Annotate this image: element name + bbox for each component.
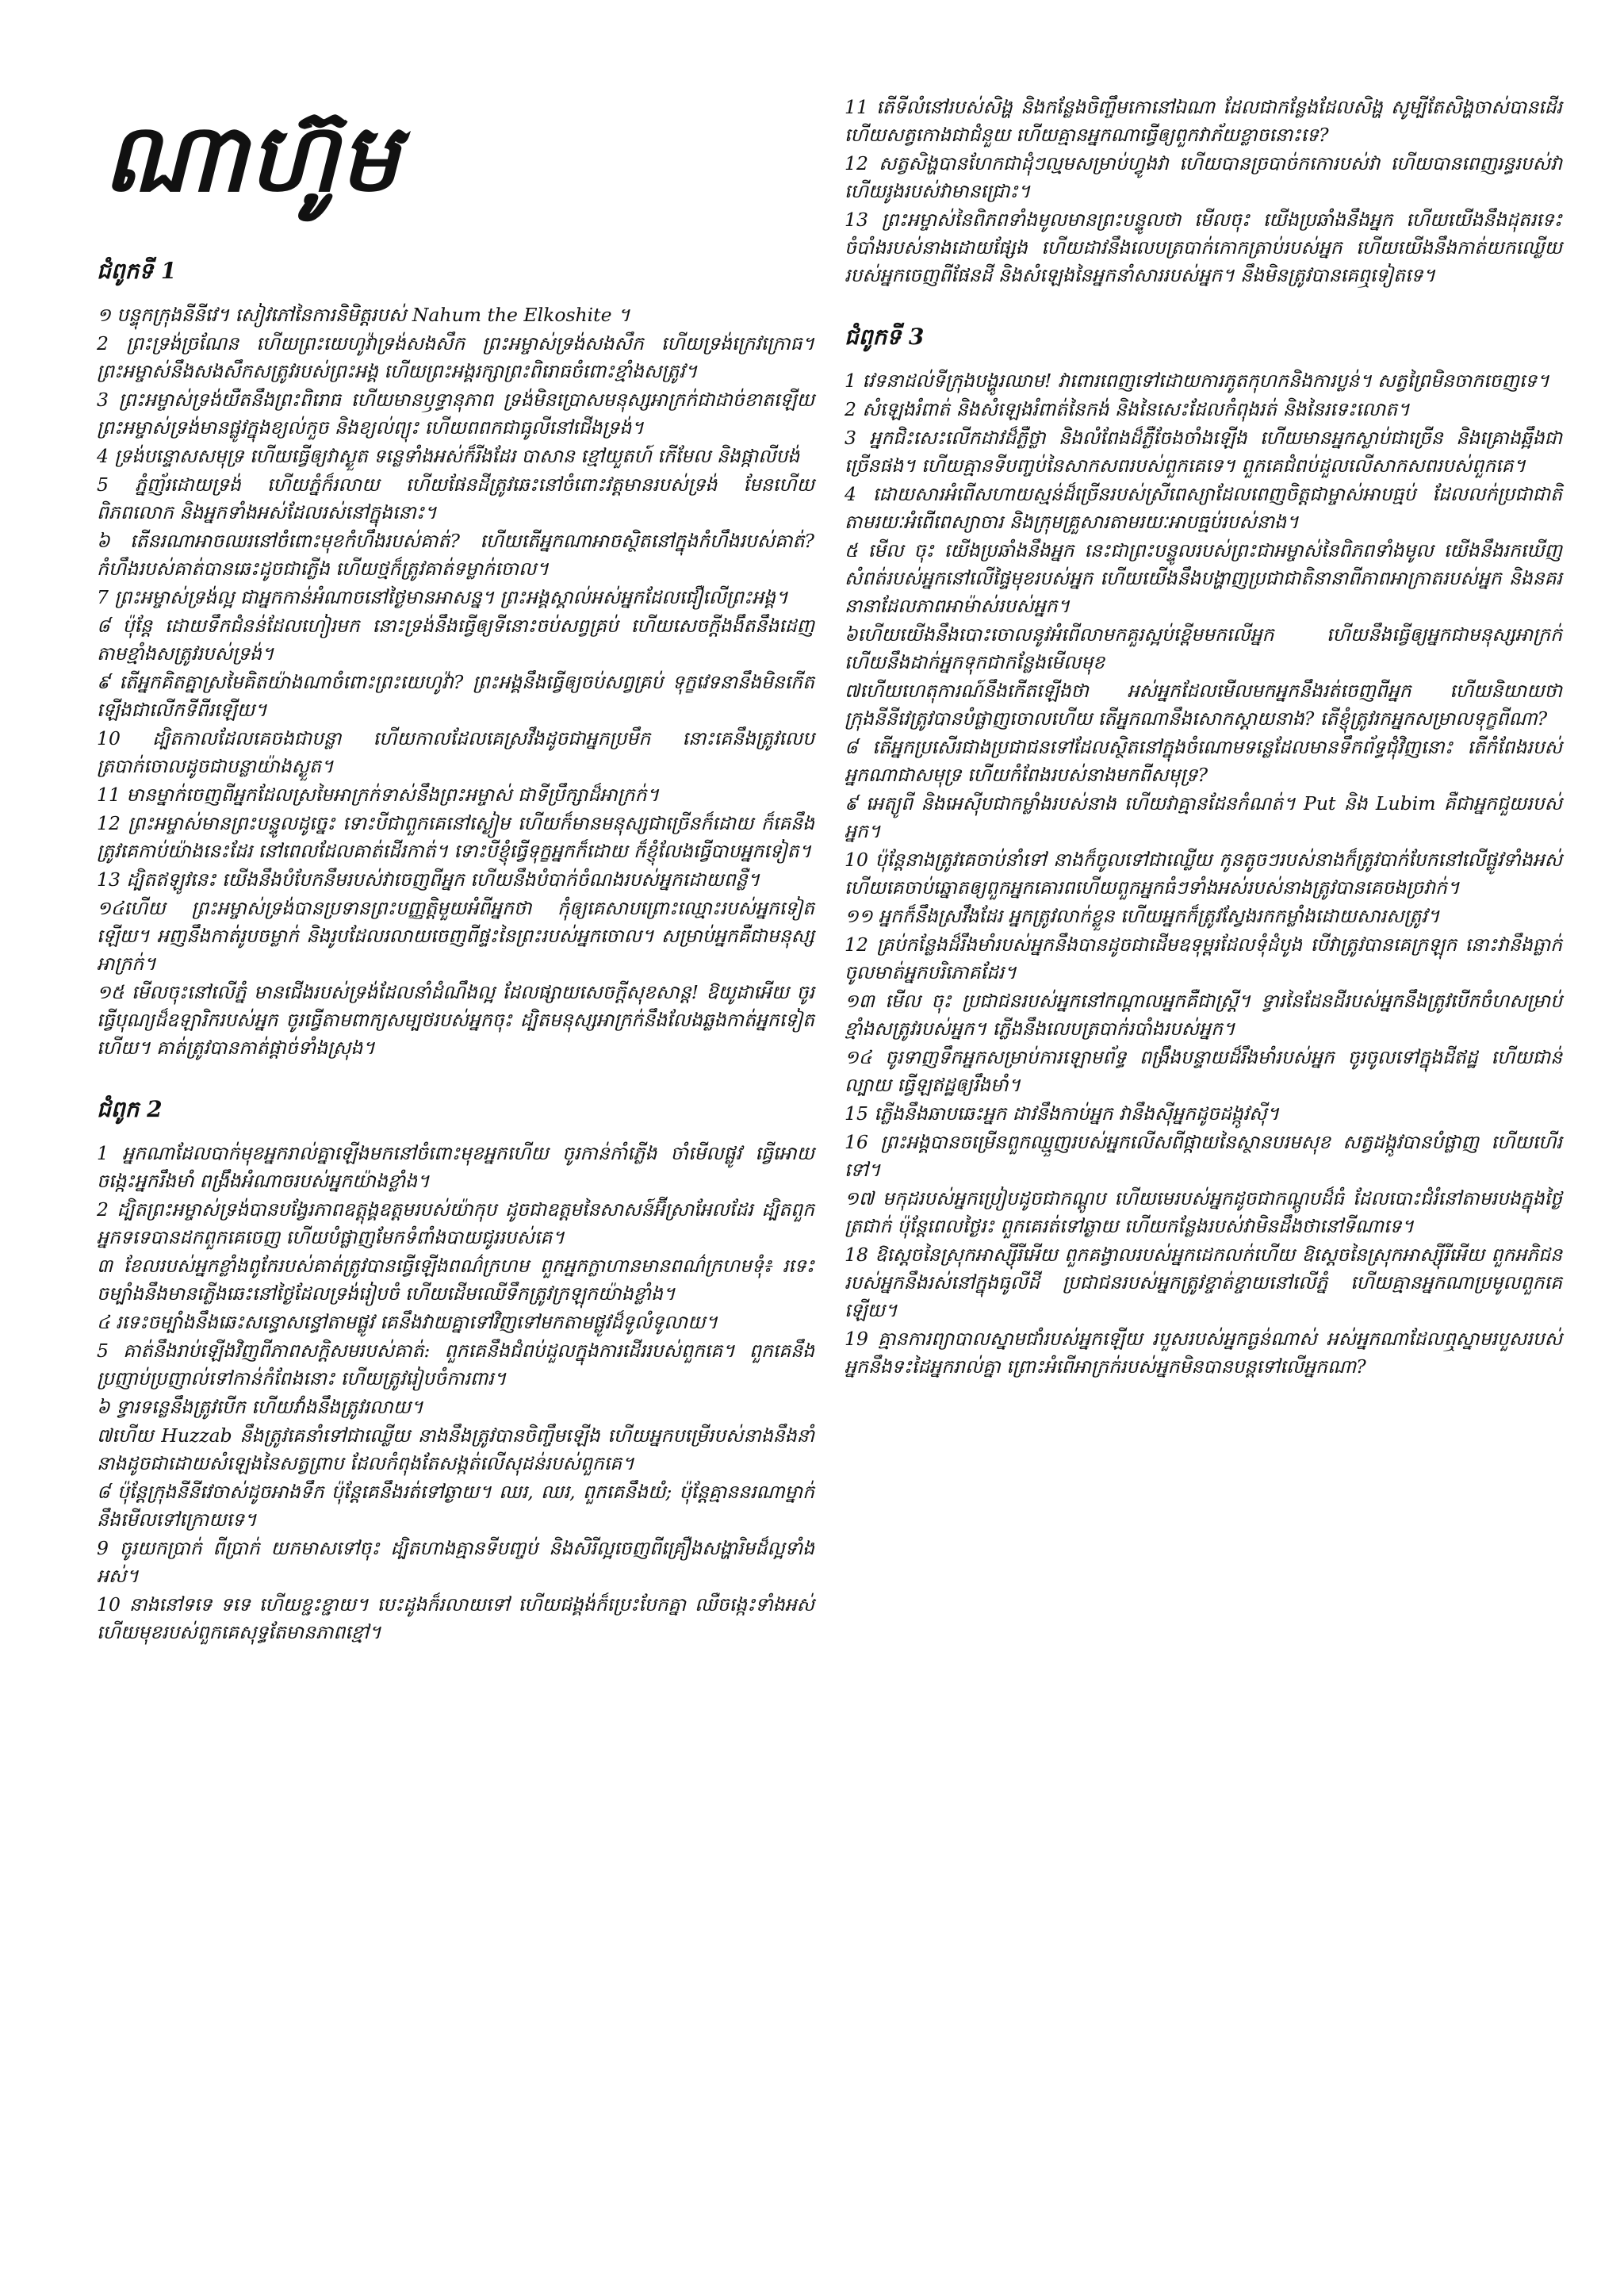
- verse: ៤ រទេះចម្បាំងនឹងឆេះសន្ធោសន្ធៅតាមផ្លូវ គេនឹងវាយគ្នាទៅវិញទៅមកតាមផ្លូវដ៏ទូលំទូលាយ។: [97, 1311, 718, 1333]
- verse: ៣ ខែលរបស់អ្នកខ្លាំងពូកែរបស់គាត់ត្រូវបានធ្វើឡើងពណ៌ក្រហម ពួកអ្នកក្លាហានមានពណ៌ក្រហមទុំ៖ រទេះចម្បាំងនឹងមានភ្លើងឆេះនៅថ្ងៃដែលទ្រង់រៀបចំ ហើយដើមឈើទឹកត្រូវក្រឡុកយ៉ាងខ្លាំង។: [97, 1255, 814, 1305]
- verse: 1 វេទនាដល់ទីក្រុងបង្ហូរឈាម! វាពោរពេញទៅដោយការភូតកុហកនិងការប្លន់។ សត្វព្រៃមិនចាកចេញទេ។: [845, 370, 1549, 392]
- verse: 19 គ្មានការព្យាបាលស្នាមជាំរបស់អ្នកឡើយ របួសរបស់អ្នកធ្ងន់ណាស់ អស់អ្នកណាដែលឮស្នាមរបួសរបស់អ្នកនឹងទះដៃអ្នករាល់គ្នា ព្រោះអំពើអាក្រក់របស់អ្នកមិនបានបន្តទៅលើអ្នកណា?: [845, 1328, 1562, 1378]
- verse: ៨ ប៉ុន្តែ ដោយទឹកជំនន់ដែលហៀរមក នោះទ្រង់នឹងធ្វើឲ្យទីនោះចប់សព្វគ្រប់ ហើយសេចក្ដីងងឹតនឹងដេញតាមខ្មាំងសត្រូវរបស់ទ្រង់។: [97, 615, 814, 665]
- verse: 3 ព្រះអម្ចាស់ទ្រង់យឺតនឹងព្រះពិរោធ ហើយមានឫទ្ធានុភាព ទ្រង់មិនប្រោសមនុស្សអាក្រក់ជាដាច់ខាតឡើយ ព្រះអម្ចាស់ទ្រង់មានផ្លូវក្នុងខ្យល់កួច និងខ្យល់ព្យុះ ហើយពពកជាធូលីនៅជើងទ្រង់។: [97, 389, 814, 439]
- chapter-heading: ជំពូក 2: [97, 1096, 163, 1122]
- verse: 15 ភ្លើងនឹងឆាបឆេះអ្នក ដាវនឹងកាប់អ្នក វានឹងស៊ីអ្នកដូចដង្កូវស៊ី។: [845, 1102, 1280, 1125]
- verse: 9 ចូរយកប្រាក់ ពីប្រាក់ យកមាសទៅចុះ ដ្បិតហាងគ្មានទីបញ្ចប់ និងសិរីល្អចេញពីគ្រឿងសង្ហារិមដ៏ល្អទាំងអស់។: [97, 1537, 814, 1587]
- verse: 16 ព្រះអង្គបានចម្រើនពួកឈ្មួញរបស់អ្នកលើសពីផ្កាយនៃស្ថានបរមសុខ សត្វដង្កូវបានបំផ្លាញ ហើយហើរទៅ។: [845, 1131, 1562, 1181]
- verse: ១៤ ចូរទាញទឹកអ្នកសម្រាប់ការឡោមព័ទ្ធ ពង្រឹងបន្ទាយដ៏រឹងមាំរបស់អ្នក ចូរចូលទៅក្នុងដីឥដ្ឋ ហើយជាន់ល្បាយ ធ្វើឡឥដ្ឋឲ្យរឹងមាំ។: [845, 1046, 1562, 1096]
- verse: 2 ដ្បិតព្រះអម្ចាស់ទ្រង់បានបង្វែរភាពឧត្តុង្គឧត្តមរបស់យ៉ាកុប ដូចជាឧត្តមនៃសាសន៍អ៊ីស្រាអែលដែរ ដ្បិតពួកអ្នកទទេបានដកពួកគេចេញ ហើយបំផ្លាញមែកទំពាំងបាយជូររបស់គេ។: [97, 1198, 814, 1248]
- verse: 4 ទ្រង់បន្ទោសសមុទ្រ ហើយធ្វើឲ្យវាស្ងួត ទន្លេទាំងអស់ក៏រីងដែរ បាសាន ខ្មៅយួតហ៍ កើមែល និងផ្កាលីបង់: [97, 445, 800, 467]
- verse: ៨ ប៉ុន្តែក្រុងនីនីវេចាស់ដូចអាងទឹក ប៉ុន្តែគេនឹងរត់ទៅឆ្ងាយ។ ឈរ, ឈរ, ពួកគេនឹងយំ; ប៉ុន្តែគ្មាននរណាម្នាក់នឹងមើលទៅក្រោយទេ។: [97, 1481, 814, 1531]
- verse: ៧ហើយហេតុការណ៍នឹងកើតឡើងថា អស់អ្នកដែលមើលមកអ្នកនឹងរត់ចេញពីអ្នក ហើយនិយាយថា ក្រុងនីនីវេត្រូវបានបំផ្លាញចោលហើយ តើអ្នកណានឹងសោកស្ដាយនាង? តើខ្ញុំត្រូវរកអ្នកសម្រាលទុក្ខពីណា?: [845, 680, 1562, 730]
- verse: 1 អ្នកណាដែលបាក់មុខអ្នករាល់គ្នាឡើងមកនៅចំពោះមុខអ្នកហើយ ចូរកាន់កាំភ្លើង ចាំមើលផ្លូវ ធ្វើអោយចង្កេះអ្នករឹងមាំ ពង្រឹងអំណាចរបស់អ្នកយ៉ាងខ្លាំង។: [97, 1142, 814, 1192]
- verse: ៨ តើអ្នកប្រសើរជាងប្រជាជនទៅដែលស្ថិតនៅក្នុងចំណោមទន្លេដែលមានទឹកព័ទ្ធជុំវិញនោះ តើកំពែងរបស់អ្នកណាជាសមុទ្រ ហើយកំពែងរបស់នាងមកពីសមុទ្រ?: [845, 736, 1562, 786]
- book-title: ណាហ៊ូម: [103, 102, 400, 213]
- verse: 10 ប៉ុន្តែនាងត្រូវគេចាប់នាំទៅ នាងក៏ចូលទៅជាឈ្លើយ កូនតូចៗរបស់នាងក៏ត្រូវបាក់បែកនៅលើផ្លូវទាំងអស់ ហើយគេចាប់ឆ្នោតឲ្យពួកអ្នកគោរពហើយពួកអ្នកធំៗទាំងអស់របស់នាងត្រូវបានគេចងច្រវាក់។: [845, 849, 1562, 899]
- chapter-2-verses: [97, 1140, 814, 1646]
- verse: ១៣ មើល ចុះ ប្រជាជនរបស់អ្នកនៅកណ្ដាលអ្នកគឺជាស្ត្រី។ ទ្វារនៃដែនដីរបស់អ្នកនឹងត្រូវបើកចំហសម្រាប់ខ្មាំងសត្រូវរបស់អ្នក។ ភ្លើងនឹងលេបត្របាក់របាំងរបស់អ្នក។: [845, 990, 1562, 1040]
- chapter-heading: ជំពូកទី 1: [97, 258, 177, 284]
- verse: 4 ដោយសារអំពើសហាយស្មន់ដ៏ច្រើនរបស់ស្រីពេស្យាដែលពេញចិត្តជាម្ចាស់អាបធ្មប់ ដែលលក់ប្រជាជាតិតាមរយៈអំពើពេស្យាចារ និងក្រុមគ្រួសារតាមរយៈអាបធ្មប់របស់នាង។: [845, 483, 1562, 533]
- verse: ៩ អេត្យូពី និងអេស៊ីបជាកម្លាំងរបស់នាង ហើយវាគ្មានដែនកំណត់។ Put និង Lubim គឺជាអ្នកជួយរបស់អ្នក។: [845, 792, 1562, 842]
- verse: 18 ឱស្ដេចនៃស្រុកអាស្ស៊ីរីអើយ ពួកគង្វាលរបស់អ្នកដេកលក់ហើយ ឱស្ដេចនៃស្រុកអាស្ស៊ីរីអើយ ពួកអភិជនរបស់អ្នកនឹងរស់នៅក្នុងធូលីដី ប្រជាជនរបស់អ្នកត្រូវខ្ចាត់ខ្ចាយនៅលើភ្នំ ហើយគ្មានអ្នកណាប្រមូលពួកគេឡើយ។: [845, 1244, 1562, 1321]
- chapter-3-verses: [845, 367, 1562, 1381]
- verse: ១៧ មកុដរបស់អ្នកប្រៀបដូចជាកណ្តូប ហើយមេរបស់អ្នកដូចជាកណ្តូបដ៏ធំ ដែលបោះជំរំនៅតាមរបងក្នុងថ្ងៃត្រជាក់ ប៉ុន្តែពេលថ្ងៃរះ ពួកគេរត់ទៅឆ្ងាយ ហើយកន្លែងរបស់វាមិនដឹងថានៅទីណាទេ។: [845, 1187, 1562, 1237]
- chapter-heading: ជំពូកទី 3: [845, 324, 925, 350]
- verse: 5 គាត់នឹងរាប់ឡើងវិញពីភាពសក្តិសមរបស់គាត់: ពួកគេនឹងជំពប់ដួលក្នុងការដើររបស់ពួកគេ។ ពួកគេនឹងប្រញាប់ប្រញាល់ទៅកាន់កំពែងនោះ ហើយត្រូវរៀបចំការពារ។: [97, 1340, 814, 1389]
- verse: 12 សត្វសិង្ហបានហែកជាដុំៗល្មមសម្រាប់ហ្វូងវា ហើយបានច្របាច់កកោរបស់វា ហើយបានពេញរន្ធរបស់វា ហើយរូងរបស់វាមានជ្រោះ។: [845, 152, 1562, 202]
- chapter-1-verses: [97, 301, 814, 1062]
- right-column: [845, 94, 1562, 1382]
- verse: 5 ភ្នំញ័រដោយទ្រង់ ហើយភ្នំក៏រលាយ ហើយផែនដីត្រូវឆេះនៅចំពោះវត្តមានរបស់ទ្រង់ មែនហើយ ពិភពលោក និងអ្នកទាំងអស់ដែលរស់នៅក្នុងនោះ។: [97, 473, 814, 523]
- verse: 12 គ្រប់កន្លែងដ៏រឹងមាំរបស់អ្នកនឹងបានដូចជាដើមឧទុម្ពរដែលទុំដំបូង បើវាត្រូវបានគេក្រឡុក នោះវានឹងធ្លាក់ចូលមាត់អ្នកបរិភោគដែរ។: [845, 933, 1562, 983]
- verse: 13 ព្រះអម្ចាស់នៃពិភពទាំងមូលមានព្រះបន្ទូលថា មើលចុះ យើងប្រឆាំងនឹងអ្នក ហើយយើងនឹងដុតរទេះចំបាំងរបស់នាងដោយផ្សែង ហើយដាវនឹងលេបត្របាក់កោកត្រាប់របស់អ្នក ហើយយើងនឹងកាត់យកឈ្លើយរបស់អ្នកចេញពីផែនដី និងសំឡេងនៃអ្នកនាំសាររបស់អ្នក។ នឹងមិនត្រូវបានគេឮទៀតទេ។: [845, 209, 1562, 286]
- verse: 2 សំឡេងរំពាត់ និងសំឡេងរំពាត់នៃកង់ និងនៃសេះដែលកំពុងរត់ និងនៃរទេះលោត។: [845, 398, 1410, 420]
- verse: 11 តើទីលំនៅរបស់សិង្ហ និងកន្លែងចិញ្ចឹមកោនៅឯណា ដែលជាកន្លែងដែលសិង្ហ សូម្បីតែសិង្ហចាស់បានដើរ ហើយសត្វកោងជាជំនួយ ហើយគ្មានអ្នកណាធ្វើឲ្យពួកវាភ័យខ្លាចនោះទេ?: [845, 96, 1562, 146]
- verse: 13 ដ្បិតឥឡូវនេះ យើងនឹងបំបែកនឹមរបស់វាចេញពីអ្នក ហើយនឹងបំបាក់ចំណងរបស់អ្នកដោយពន្លឺ។: [97, 868, 760, 891]
- verse: 10 នាងនៅទទេ ទទេ ហើយខ្ជះខ្ជាយ។ បេះដូងក៏រលាយទៅ ហើយជង្គង់ក៏ប្រេះបែកគ្នា ឈឺចង្កេះទាំងអស់ ហើយមុខរបស់ពួកគេសុទ្ធតែមានភាពខ្មៅ។: [97, 1593, 814, 1643]
- verse: ៦ តើនរណាអាចឈរនៅចំពោះមុខកំហឹងរបស់គាត់? ហើយតើអ្នកណាអាចស្ថិតនៅក្នុងកំហឹងរបស់គាត់? កំហឹងរបស់គាត់បានឆេះដូចជាភ្លើង ហើយថ្មក៏ត្រូវគាត់ទម្លាក់ចោល។: [97, 530, 814, 580]
- verse: ៦ហើយយើងនឹងបោះចោលនូវអំពើលាមកគួរស្អប់ខ្ពើមមកលើអ្នក ហើយនឹងធ្វើឲ្យអ្នកជាមនុស្សអាក្រក់ ហើយនឹងដាក់អ្នកទុកជាកន្លែងមើលមុខ: [845, 623, 1562, 673]
- verse: ៦ ទ្វារទន្លេនឹងត្រូវបើក ហើយវាំងនឹងត្រូវរលាយ។: [97, 1396, 423, 1418]
- left-column: [97, 255, 814, 1647]
- verse: ១៤ហើយ ព្រះអម្ចាស់ទ្រង់បានប្រទានព្រះបញ្ញត្តិមួយអំពីអ្នកថា កុំឲ្យគេសាបព្រោះឈ្មោះរបស់អ្នកទៀតឡើយ។ អញនឹងកាត់រូបចម្លាក់ និងរូបដែលរលាយចេញពីផ្ទះនៃព្រះរបស់អ្នកចោល។ សម្រាប់អ្នកគឺជាមនុស្សអាក្រក់។: [97, 897, 814, 975]
- verse: ៩ តើអ្នកគិតគ្នាស្រមៃគិតយ៉ាងណាចំពោះព្រះយេហូវ៉ា? ព្រះអង្គនឹងធ្វើឲ្យចប់សព្វគ្រប់ ទុក្ខវេទនានឹងមិនកើតឡើងជាលើកទីពីរឡើយ។: [97, 671, 814, 721]
- verse: ១១ អ្នកក៏នឹងស្រវឹងដែរ អ្នកត្រូវលាក់ខ្លួន ហើយអ្នកក៏ត្រូវស្វែងរកកម្លាំងដោយសារសត្រូវ។: [845, 905, 1440, 927]
- verse: 7 ព្រះអម្ចាស់ទ្រង់ល្អ ជាអ្នកកាន់អំណាចនៅថ្ងៃមានអាសន្ន។ ព្រះអង្គស្គាល់អស់អ្នកដែលជឿលើព្រះអង្គ។: [97, 586, 788, 608]
- verse: ៥ មើល ចុះ យើងប្រឆាំងនឹងអ្នក នេះជាព្រះបន្ទូលរបស់ព្រះជាអម្ចាស់នៃពិភពទាំងមូល យើងនឹងរកឃើញសំពត់របស់អ្នកនៅលើផ្ទៃមុខរបស់អ្នក ហើយយើងនឹងបង្ហាញប្រជាជាតិនានាពីភាពអាក្រាតរបស់អ្នក និងនគរនានាដែលភាពអាម៉ាស់របស់អ្នក។: [845, 539, 1562, 617]
- verse: 12 ព្រះអម្ចាស់មានព្រះបន្ទូលដូច្នេះ ទោះបីជាពួកគេនៅស្ងៀម ហើយក៏មានមនុស្សជាច្រើនក៏ដោយ ក៏គេនឹងត្រូវគេកាប់យ៉ាងនេះដែរ នៅពេលដែលគាត់ដើរកាត់។ ទោះបីខ្ញុំធ្វើទុក្ខអ្នកក៏ដោយ ក៏ខ្ញុំលែងធ្វើបាបអ្នកទៀត។: [97, 812, 814, 862]
- verse: 11 មានម្នាក់ចេញពីអ្នកដែលស្រមៃអាក្រក់ទាស់នឹងព្រះអម្ចាស់ ជាទីប្រឹក្សាដ៏អាក្រក់។: [97, 784, 659, 806]
- verse: 2 ព្រះទ្រង់ច្រណែន ហើយព្រះយេហូវ៉ាទ្រង់សងសឹក ព្រះអម្ចាស់ទ្រង់សងសឹក ហើយទ្រង់ក្រេវក្រោធ។ ព្រះអម្ចាស់នឹងសងសឹកសត្រូវរបស់ព្រះអង្គ ហើយព្រះអង្គរក្សាព្រះពិរោធចំពោះខ្មាំងសត្រូវ។: [97, 332, 814, 382]
- verse: ១ បន្ទុកក្រុងនីនីវេ។ សៀវភៅនៃការនិមិត្តរបស់ Nahum the Elkoshite ។: [97, 304, 630, 326]
- verse: 3 អ្នកជិះសេះលើកដាវដ៏ភ្លឺថ្លា និងលំពែងដ៏ភ្លឺចែងចាំងឡើង ហើយមានអ្នកស្លាប់ជាច្រើន និងគ្រោងឆ្អឹងជាច្រើនផង។ ហើយគ្មានទីបញ្ចប់នៃសាកសពរបស់ពួកគេទេ។ ពួកគេជំពប់ដួលលើសាកសពរបស់ពួកគេ។: [845, 427, 1562, 477]
- verse: ៧ហើយ Huzzab នឹងត្រូវគេនាំទៅជាឈ្លើយ នាងនឹងត្រូវបានចិញ្ចឹមឡើង ហើយអ្នកបម្រើរបស់នាងនឹងនាំនាងដូចជាដោយសំឡេងនៃសត្វព្រាប ដែលកំពុងតែសង្កត់លើសុដន់របស់ពួកគេ។: [97, 1424, 814, 1474]
- verse: 10 ដ្បិតកាលដែលគេចងជាបន្លា ហើយកាលដែលគេស្រវឹងដូចជាអ្នកប្រមឹក នោះគេនឹងត្រូវលេបត្របាក់ចោលដូចជាបន្លាយ៉ាងស្ងួត។: [97, 727, 814, 777]
- verse: ១៥ មើលចុះនៅលើភ្នំ មានជើងរបស់ទ្រង់ដែលនាំដំណឹងល្អ ដែលផ្សាយសេចក្ដីសុខសាន្ត! ឱយូដាអើយ ចូរធ្វើបុណ្យដ៏ឧឡារិករបស់អ្នក ចូរធ្វើតាមពាក្យសម្បថរបស់អ្នកចុះ ដ្បិតមនុស្សអាក្រក់នឹងលែងឆ្លងកាត់អ្នកទៀតហើយ។ គាត់ត្រូវបានកាត់ផ្ដាច់ទាំងស្រុង។: [97, 981, 814, 1059]
- chapter-2-continued-verses: [845, 94, 1562, 289]
